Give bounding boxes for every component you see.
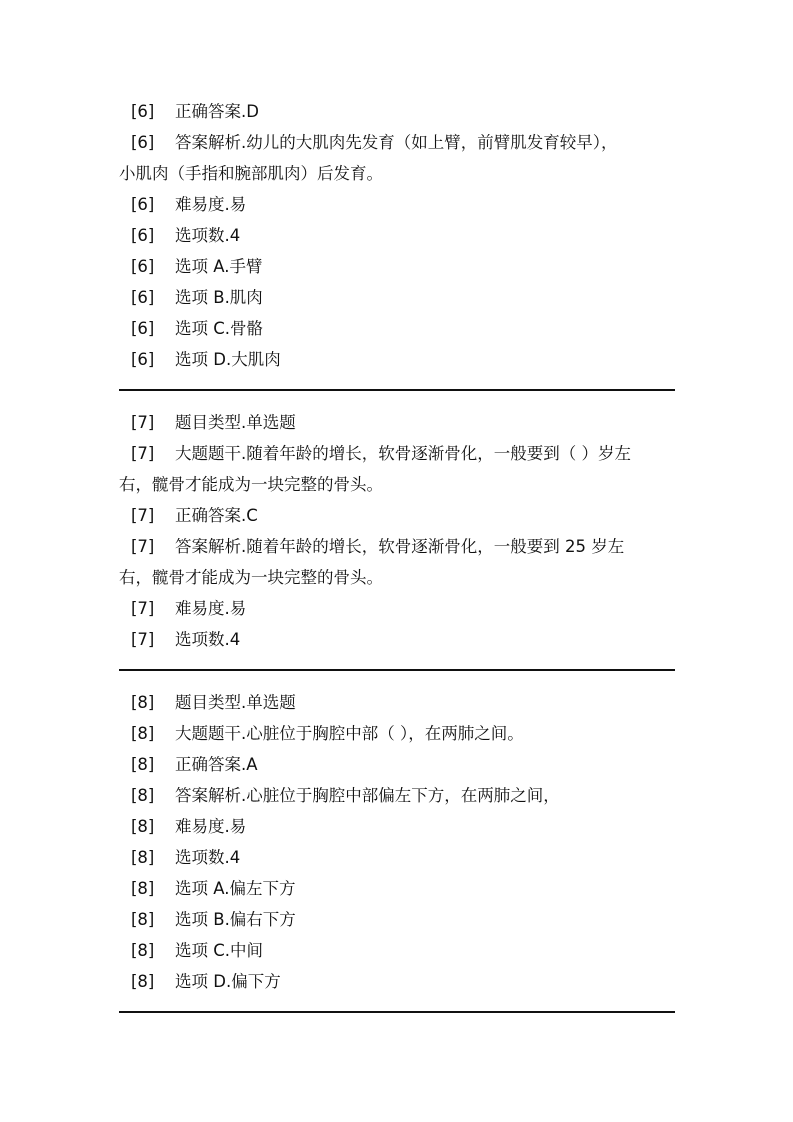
question-line-text: 难易度.易: [175, 599, 247, 618]
question-number-tag: [6]: [131, 226, 155, 245]
question-number-tag: [7]: [131, 444, 155, 463]
question-number-tag: [8]: [131, 972, 155, 991]
document-page: [119, 96, 675, 1013]
question-line: [119, 189, 675, 220]
question-line: [119, 251, 675, 282]
question-number-tag: [7]: [131, 413, 155, 432]
question-number-tag: [6]: [131, 102, 155, 121]
question-line: [119, 718, 675, 749]
question-line: [119, 687, 675, 718]
question-line: [119, 624, 675, 655]
section-divider: [119, 1011, 675, 1013]
question-line-text: 选项 C.中间: [175, 941, 264, 960]
question-line: [119, 313, 675, 344]
question-line-text: 正确答案.D: [175, 102, 259, 121]
question-line-text: 答案解析.随着年龄的增长，软骨逐渐骨化，一般要到 25 岁左: [175, 537, 625, 556]
question-line-text: 选项数.4: [175, 226, 241, 245]
question-block: [119, 687, 675, 997]
question-line: [119, 96, 675, 127]
question-number-tag: [8]: [131, 848, 155, 867]
question-line-text: 选项数.4: [175, 848, 241, 867]
question-line: [119, 438, 675, 469]
question-line: [119, 407, 675, 438]
question-line: [119, 811, 675, 842]
question-line: [119, 873, 675, 904]
question-number-tag: [7]: [131, 599, 155, 618]
question-number-tag: [8]: [131, 786, 155, 805]
question-line: [119, 904, 675, 935]
question-line-text: 选项 B.偏右下方: [175, 910, 296, 929]
question-line: [119, 842, 675, 873]
question-line-text: 难易度.易: [175, 195, 247, 214]
question-line: [119, 344, 675, 375]
question-line-text: 大题题干.心脏位于胸腔中部（ ），在两肺之间。: [175, 724, 524, 743]
question-line-text: 选项 A.手臂: [175, 257, 263, 276]
question-line: [119, 500, 675, 531]
question-line-text: 选项 B.肌肉: [175, 288, 263, 307]
question-number-tag: [6]: [131, 288, 155, 307]
question-number-tag: [8]: [131, 817, 155, 836]
section-divider: [119, 389, 675, 391]
question-line-text: 难易度.易: [175, 817, 247, 836]
question-line: [119, 749, 675, 780]
question-line: [119, 780, 675, 811]
section-divider: [119, 669, 675, 671]
question-line-text: 答案解析.心脏位于胸腔中部偏左下方，在两肺之间，: [175, 786, 560, 805]
question-line-text: 正确答案.C: [175, 506, 258, 525]
question-number-tag: [8]: [131, 941, 155, 960]
question-line: [119, 127, 675, 158]
question-line-continuation: 右，髋骨才能成为一块完整的骨头。: [119, 568, 383, 587]
question-line-text: 正确答案.A: [175, 755, 258, 774]
question-line-text: 选项数.4: [175, 630, 241, 649]
question-line-continuation: 小肌肉（手指和腕部肌肉）后发育。: [119, 164, 383, 183]
question-line-text: 选项 D.大肌肉: [175, 350, 281, 369]
question-line: [119, 935, 675, 966]
question-number-tag: [6]: [131, 350, 155, 369]
question-number-tag: [6]: [131, 257, 155, 276]
question-line-text: 答案解析.幼儿的大肌肉先发育（如上臂，前臂肌发育较早），: [175, 133, 618, 152]
question-number-tag: [6]: [131, 133, 155, 152]
question-line: [119, 531, 675, 562]
question-number-tag: [8]: [131, 724, 155, 743]
question-line-text: 大题题干.随着年龄的增长，软骨逐渐骨化，一般要到（ ）岁左: [175, 444, 631, 463]
question-number-tag: [8]: [131, 910, 155, 929]
question-number-tag: [7]: [131, 537, 155, 556]
question-line-text: 选项 C.骨骼: [175, 319, 264, 338]
question-line-text: 选项 A.偏左下方: [175, 879, 296, 898]
question-number-tag: [6]: [131, 319, 155, 338]
question-line: [119, 593, 675, 624]
question-number-tag: [7]: [131, 506, 155, 525]
question-line-text: 选项 D.偏下方: [175, 972, 281, 991]
question-line-text: 题目类型.单选题: [175, 693, 296, 712]
question-block: [119, 407, 675, 655]
question-block: [119, 96, 675, 375]
question-line: [119, 966, 675, 997]
question-number-tag: [8]: [131, 693, 155, 712]
question-number-tag: [8]: [131, 755, 155, 774]
question-line-continuation: 右，髋骨才能成为一块完整的骨头。: [119, 475, 383, 494]
question-line-text: 题目类型.单选题: [175, 413, 296, 432]
question-number-tag: [8]: [131, 879, 155, 898]
question-line: [119, 282, 675, 313]
question-number-tag: [7]: [131, 630, 155, 649]
question-line: [119, 220, 675, 251]
question-number-tag: [6]: [131, 195, 155, 214]
